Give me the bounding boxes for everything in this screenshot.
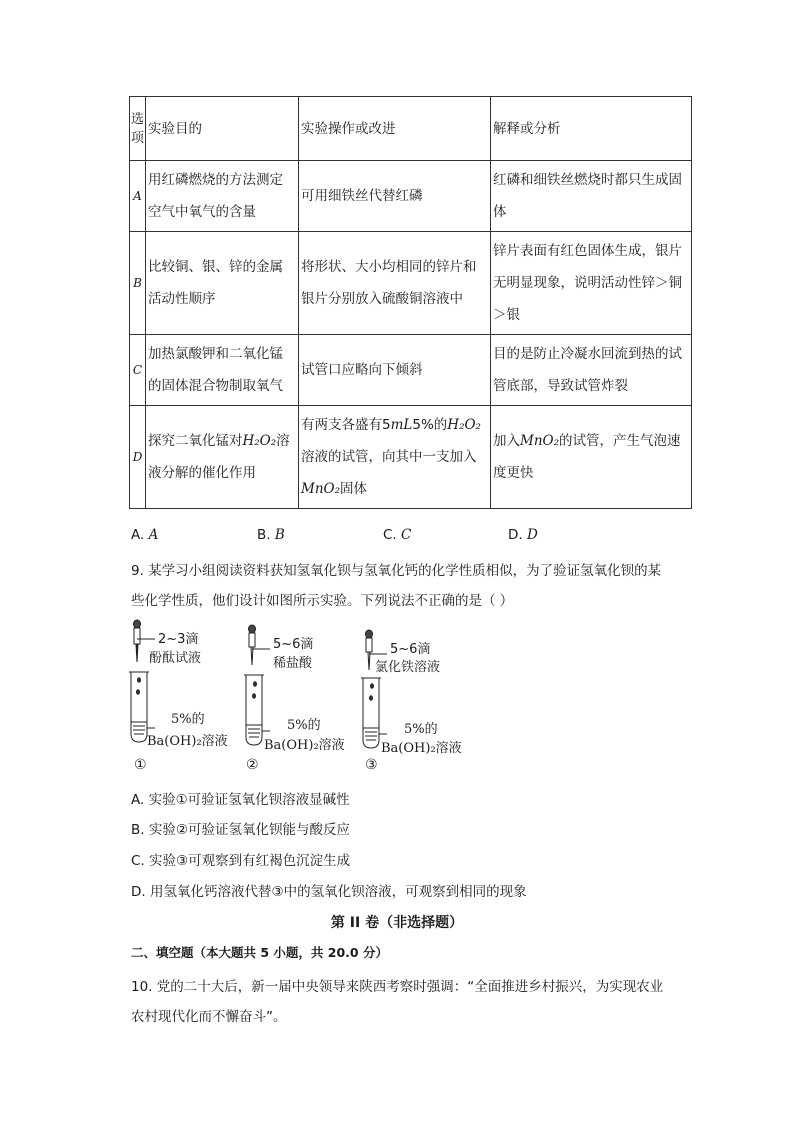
analysis-text: 加入: [493, 433, 520, 449]
operation-cell: 试管口应略向下倾斜: [299, 335, 491, 406]
option-letter: A.: [131, 527, 145, 543]
option-letter: C.: [383, 527, 397, 543]
section-heading: 二、填空题（本大题共 5 小题，共 20.0 分）: [131, 945, 388, 960]
h2o2-formula: H₂O₂: [447, 417, 481, 433]
analysis-cell: 目的是防止冷凝水回流到热的试管底部，导致试管炸裂: [491, 335, 692, 406]
option-value: D: [526, 527, 538, 543]
table-header-row: [130, 97, 692, 161]
operation-text: 固体: [340, 481, 367, 497]
tube-number: ①: [134, 757, 147, 773]
q10-line1: 10. 党的二十大后，新一届中央领导来陕西考察时强调：“全面推进乡村振兴，为实现农业: [131, 979, 664, 995]
table-row: [130, 335, 692, 406]
unit-ml: mL: [390, 417, 413, 433]
analysis-cell: [491, 406, 692, 509]
experiment-figure: [125, 618, 485, 776]
q8-answer-options: [131, 527, 691, 545]
table-row: [130, 161, 692, 232]
option-value: C: [401, 527, 412, 543]
table-row: [130, 406, 692, 509]
drop-amount-label: 5~6滴: [390, 642, 431, 657]
purpose-text: 探究二氧化锰对: [148, 433, 243, 449]
purpose-cell: 用红磷燃烧的方法测定空气中氧气的含量: [146, 161, 299, 232]
operation-cell: 可用细铁丝代替红磷: [299, 161, 491, 232]
operation-cell: 将形状、大小均相同的锌片和银片分别放入硫酸铜溶液中: [299, 232, 491, 335]
reagent-label: 氯化铁溶液: [375, 660, 441, 675]
operation-text: 5%的: [412, 417, 448, 433]
q9-option-d[interactable]: D. 用氢氧化钙溶液代替③中的氢氧化钡溶液，可观察到相同的现象: [131, 884, 527, 900]
option-value: B: [274, 527, 285, 543]
h2o2-formula: H₂O₂: [242, 433, 277, 449]
option-cell: B: [130, 232, 146, 335]
tube-number: ③: [365, 757, 378, 773]
option-letter: B.: [257, 527, 271, 543]
header-purpose: 实验目的: [146, 97, 299, 161]
q9-stem-line1: 9. 某学习小组阅读资料获知氢氧化钡与氢氧化钙的化学性质相似，为了验证氢氧化钡的某: [131, 563, 662, 579]
analysis-text: 的试管，产生气泡速度更快: [493, 433, 681, 481]
operation-cell: [299, 406, 491, 509]
answer-option-c[interactable]: [383, 527, 411, 543]
test-tube-icon: [361, 678, 387, 748]
header-analysis: 解释或分析: [491, 97, 692, 161]
q9-option-b[interactable]: B. 实验②可验证氢氧化钡能与酸反应: [131, 822, 350, 838]
purpose-cell: 比较铜、银、锌的金属活动性顺序: [146, 232, 299, 335]
analysis-cell: 锌片表面有红色固体生成，银片无明显现象，说明活动性锌＞铜＞银: [491, 232, 692, 335]
concentration-label: 5%的: [404, 722, 438, 737]
option-cell: C: [130, 335, 146, 406]
drop-amount-label: 5~6滴: [273, 637, 314, 652]
solution-label: Ba(OH)₂溶液: [381, 741, 462, 756]
solution-label: Ba(OH)₂溶液: [264, 738, 345, 753]
purpose-cell: 加热氯酸钾和二氧化锰的固体混合物制取氧气: [146, 335, 299, 406]
analysis-cell: 红磷和细铁丝燃烧时都只生成固体: [491, 161, 692, 232]
option-value: A: [148, 527, 159, 543]
option-cell: D: [130, 406, 146, 509]
option-letter: D.: [508, 527, 523, 543]
operation-text: 溶液的试管，向其中一支加入: [301, 449, 477, 465]
experiment-table: [129, 96, 692, 509]
reagent-label: 稀盐酸: [273, 656, 313, 671]
answer-option-d[interactable]: [508, 527, 538, 543]
purpose-cell: [146, 406, 299, 509]
answer-option-a[interactable]: [131, 527, 158, 543]
mno2-formula: MnO₂: [301, 481, 340, 497]
q10-line2: 农村现代化而不懈奋斗”。: [131, 1009, 287, 1025]
concentration-label: 5%的: [171, 712, 205, 727]
q9-option-c[interactable]: C. 实验③可观察到有红褐色沉淀生成: [131, 853, 351, 869]
part-title: 第 II 卷（非选择题）: [330, 915, 464, 931]
operation-text: 有两支各盛有5: [301, 417, 391, 433]
dropper-icon: [249, 625, 271, 665]
mno2-formula: MnO₂: [520, 433, 559, 449]
table-row: [130, 232, 692, 335]
q9-option-a[interactable]: A. 实验①可验证氢氧化钡溶液显碱性: [131, 792, 350, 808]
tube-number: ②: [246, 757, 259, 773]
test-tube-icon: [244, 675, 270, 745]
answer-option-b[interactable]: [257, 527, 285, 543]
header-option: 选项: [130, 97, 146, 161]
purpose-text: 溶液分解的催化作用: [148, 433, 290, 481]
concentration-label: 5%的: [287, 718, 321, 733]
option-cell: A: [130, 161, 146, 232]
test-tube-icon: [129, 672, 155, 742]
solution-label: Ba(OH)₂溶液: [147, 734, 228, 749]
q9-stem-line2: 些化学性质，他们设计如图所示实验。下列说法不正确的是（ ）: [131, 593, 514, 609]
reagent-label: 酚酞试液: [149, 651, 202, 666]
header-operation: 实验操作或改进: [299, 97, 491, 161]
drop-amount-label: 2~3滴: [158, 632, 199, 647]
